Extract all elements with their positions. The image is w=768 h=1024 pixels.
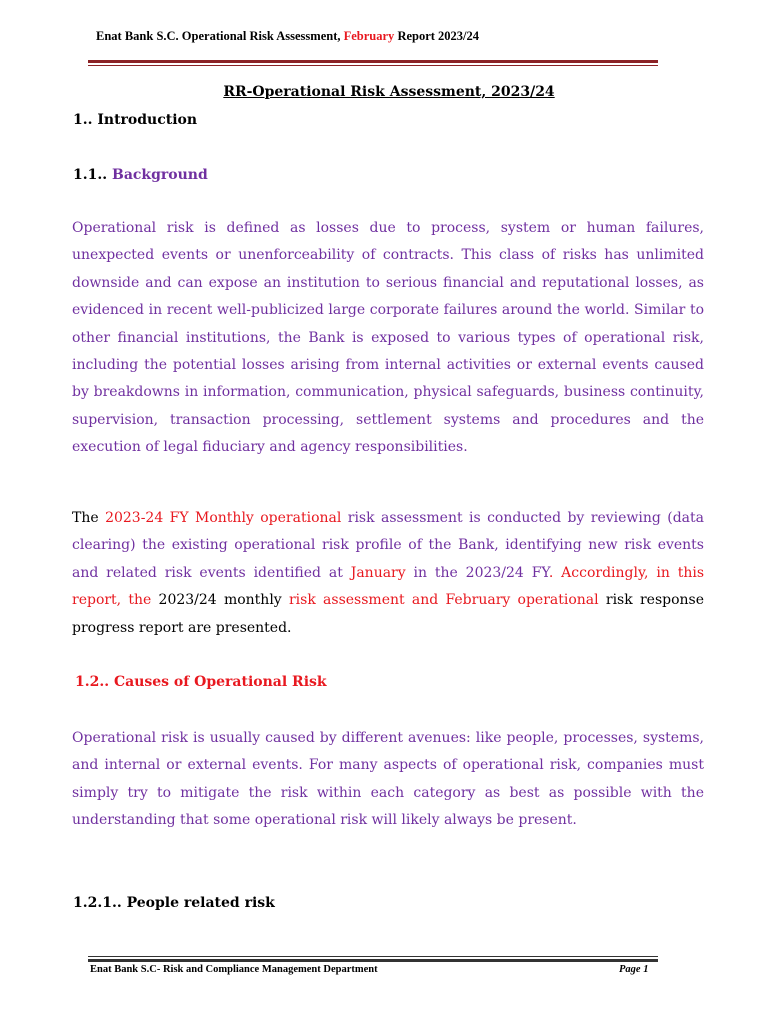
footer-rule [88, 956, 658, 962]
document-title: RR-Operational Risk Assessment, 2023/24 [223, 84, 555, 100]
para2-s5: in the 2023/24 FY [405, 564, 549, 581]
header-month: February [343, 29, 395, 43]
section-heading-introduction: 1.. Introduction [73, 112, 198, 128]
footer-department: Enat Bank S.C- Risk and Compliance Management Department [90, 964, 378, 975]
section-heading-causes: 1.2.. Causes of Operational Risk [75, 674, 327, 690]
footer-page-number: Page 1 [619, 964, 649, 975]
header-prefix: Enat Bank S.C. Operational Risk Assessment, [96, 29, 344, 43]
background-paragraph: Operational risk is defined as losses due to process, system or human failures, unexpected events or unenforceability of contracts. This class of risks has unlimited downside and can expose an institution to serious financial and reputational losses, as evidenced in recent well-publicized large corporate failures around the world. Similar to other financial institutions, the Bank is exposed to various types of operational risk, including the potential losses arising from internal activities or external events caused by breakdowns in information, communication, physical safeguards, business continuity, supervision, transaction processing, settlement systems and procedures and the execution of legal fiduciary and agency responsibilities. [72, 220, 704, 456]
assessment-paragraph [72, 505, 704, 642]
para2-s7: 2023/24 monthly [151, 592, 289, 609]
para2-s3: risk assessment is conducted by reviewing (data clearing) the existing operational risk profile of the Bank, identifying new risk events and related risk events identified at [72, 510, 705, 581]
header-suffix: Report 2023/24 [394, 29, 480, 43]
para2-s2: 2023-24 FY Monthly operational [105, 510, 342, 526]
para2-s8: risk assessment and February operational [288, 592, 599, 609]
para2-s9: risk response progress report are presented. [72, 592, 705, 636]
para2-s1: The [72, 510, 106, 526]
section-label: Background [111, 167, 208, 183]
section-number: 1.1.. [73, 167, 112, 183]
section-heading-background [73, 167, 208, 183]
para2-s4: January [350, 564, 406, 581]
para2-s6: . Accordingly, in this report, the [72, 564, 704, 609]
header-rule [88, 60, 658, 66]
page-header [96, 29, 696, 44]
causes-paragraph: Operational risk is usually caused by different avenues: like people, processes, systems, and internal or external events. For many aspects of operational risk, companies must simply try to mitigate the risk within each category as best as possible with the understanding that some operational risk will likely always be present. [72, 730, 704, 829]
section-heading-people-risk: 1.2.1.. People related risk [73, 895, 275, 911]
